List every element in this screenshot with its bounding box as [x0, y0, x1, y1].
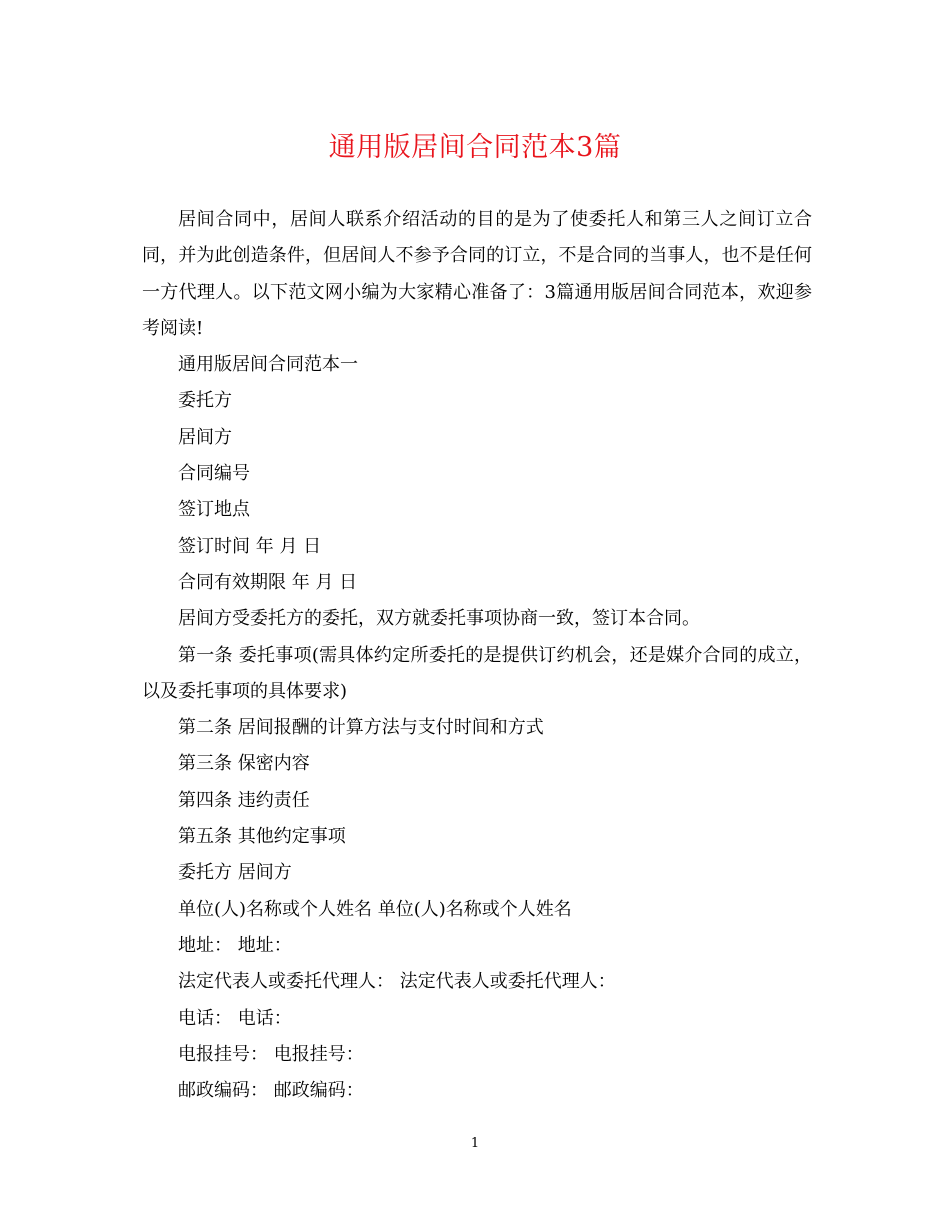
- signature-names: 单位(人)名称或个人姓名 单位(人)名称或个人姓名: [178, 898, 572, 920]
- page-number: 1: [470, 1136, 480, 1151]
- field-signing-date: 签订时间 年 月 日: [178, 535, 322, 557]
- field-signing-place: 签订地点: [178, 499, 250, 521]
- field-client: 委托方: [178, 390, 232, 412]
- signature-postcode: 邮政编码： 邮政编码：: [178, 1080, 364, 1102]
- agreement-statement: 居间方受委托方的委托，双方就委托事项协商一致，签订本合同。: [178, 608, 700, 630]
- signature-telegram: 电报挂号： 电报挂号：: [178, 1043, 364, 1065]
- article-2: 第二条 居间报酬的计算方法与支付时间和方式: [178, 717, 544, 739]
- field-contract-number: 合同编号: [178, 463, 250, 485]
- article-3: 第三条 保密内容: [178, 753, 310, 775]
- document-body: [142, 202, 812, 1109]
- article-4: 第四条 违约责任: [178, 789, 310, 811]
- signature-phone: 电话： 电话：: [178, 1007, 292, 1029]
- signature-parties: 委托方 居间方: [178, 862, 292, 884]
- field-intermediary: 居间方: [178, 426, 232, 448]
- section-heading: 通用版居间合同范本一: [178, 354, 358, 376]
- signature-representative: 法定代表人或委托代理人： 法定代表人或委托代理人：: [178, 971, 616, 993]
- signature-address: 地址： 地址：: [178, 934, 292, 956]
- document-title: 通用版居间合同范本3篇: [328, 132, 622, 163]
- article-1: 第一条 委托事项(需具体约定所委托的是提供订约机会，还是媒介合同的成立，以及委托事项的具体要求): [142, 644, 812, 702]
- intro-paragraph: 居间合同中，居间人联系介绍活动的目的是为了使委托人和第三人之间订立合同，并为此创造条件，但居间人不参予合同的订立，不是合同的当事人，也不是任何一方代理人。以下范文网小编为大家精心准备了：3篇通用版居间合同范本，欢迎参考阅读!: [142, 209, 812, 339]
- article-5: 第五条 其他约定事项: [178, 826, 346, 848]
- field-validity-period: 合同有效期限 年 月 日: [178, 571, 358, 593]
